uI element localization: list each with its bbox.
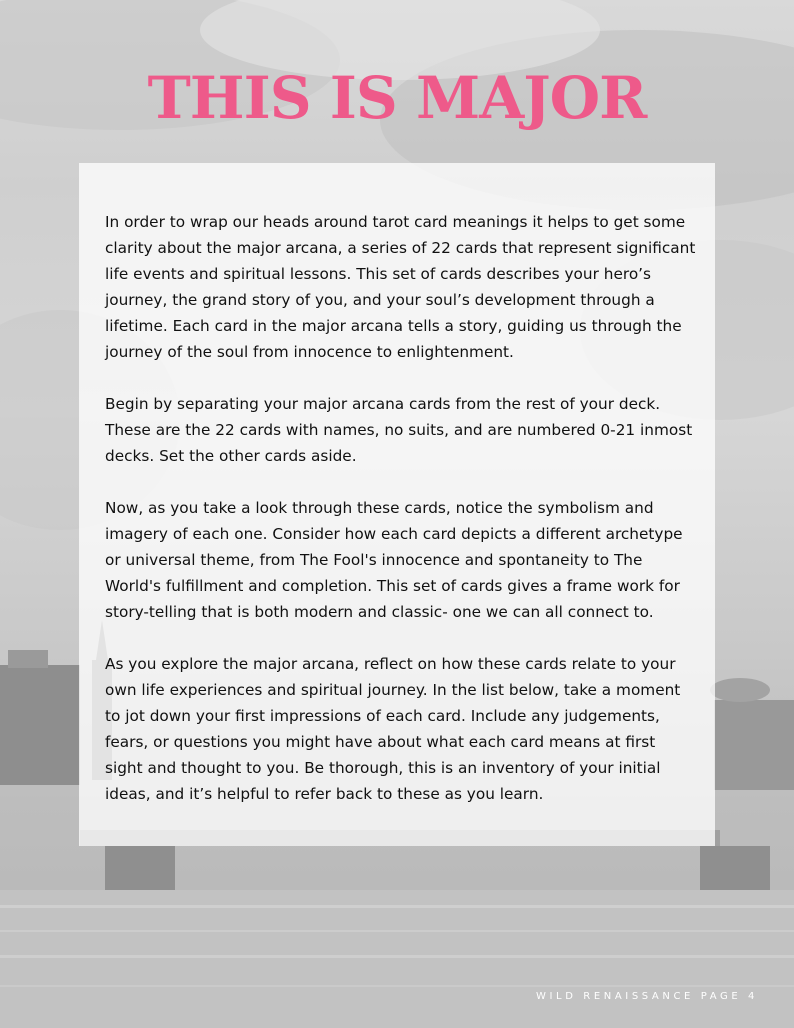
paragraph-4: As you explore the major arcana, reflect on how these cards relate to your own life experiences and spiritual journey. In the list below, take a moment to jot down your first impressions of each card. Include any judgements, fears, or questions you might have about what each card means at first sight and thought to you. Be thorough, this is an inventory of your initial ideas, and it’s helpful to refer back to these as you learn. (105, 655, 681, 803)
paragraph-2: Begin by separating your major arcana cards from the rest of your deck. These are the 22 cards with names, no suits, and are numbered 0-21 inmost decks. Set the other cards aside. (105, 395, 693, 465)
paragraph-3: Now, as you take a look through these cards, notice the symbolism and imagery of each one. Consider how each card depicts a different archetype or universal theme, from The Fool's innocence and spontaneity to The World's fulfillment and completion. This set of cards gives a frame work for story-telling that is both modern and classic- one we can all connect to. (105, 499, 683, 621)
body-text (105, 209, 697, 833)
paragraph-1: In order to wrap our heads around tarot card meanings it helps to get some clarity about the major arcana, a series of 22 cards that represent significant life events and spiritual lessons. This set of cards describes your hero’s journey, the grand story of you, and your soul’s development through a lifetime. Each card in the major arcana tells a story, guiding us through the journey of the soul from innocence to enlightenment. (105, 213, 696, 361)
page-title: THIS IS MAJOR (147, 64, 647, 132)
page-footer: WILD RENAISSANCE PAGE 4 (536, 991, 758, 1002)
